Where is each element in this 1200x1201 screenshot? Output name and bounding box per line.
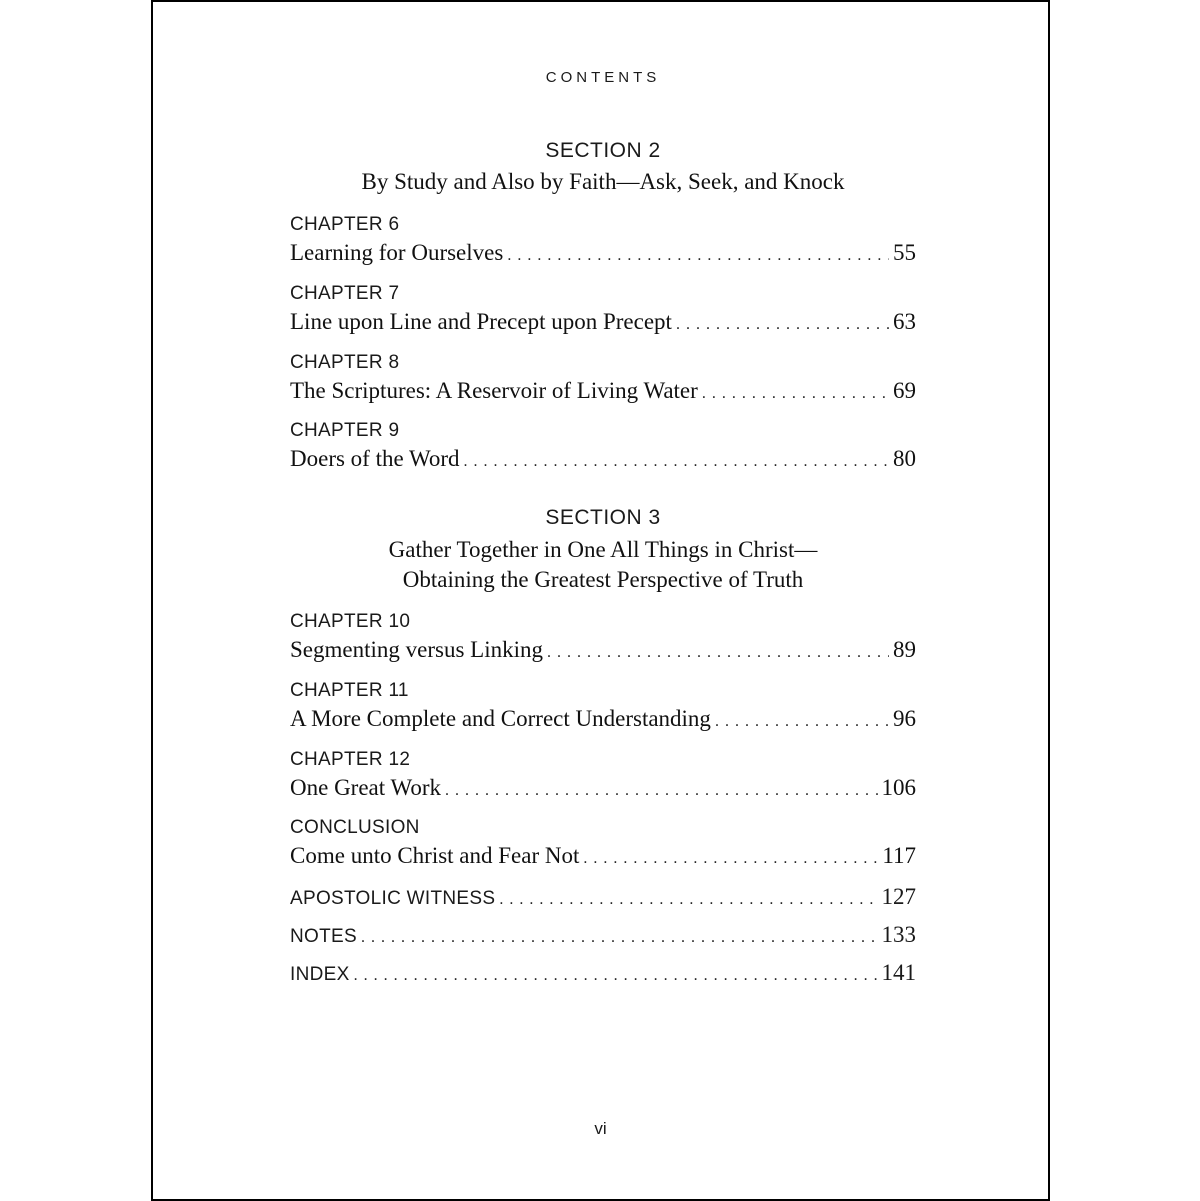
toc-entry-title: APOSTOLIC WITNESS bbox=[290, 888, 496, 909]
toc-entry-page: 69 bbox=[893, 378, 916, 403]
toc-entry-page: 96 bbox=[893, 706, 916, 731]
dot-leader bbox=[464, 453, 889, 471]
toc-entry-page: 117 bbox=[882, 843, 916, 868]
toc-entry-title: Come unto Christ and Fear Not bbox=[290, 843, 580, 868]
section-subtitle: Gather Together in One All Things in Christ— bbox=[388, 537, 818, 562]
chapter-label: CHAPTER 7 bbox=[290, 283, 400, 304]
dot-leader bbox=[354, 967, 878, 985]
chapter-label: CHAPTER 8 bbox=[290, 352, 400, 373]
chapter-label: CHAPTER 12 bbox=[290, 749, 411, 770]
toc-entry-page: 63 bbox=[893, 309, 916, 334]
toc-entry-title: Line upon Line and Precept upon Precept bbox=[290, 309, 672, 334]
toc-entry[interactable] bbox=[290, 309, 916, 339]
toc-entry-title: NOTES bbox=[290, 926, 357, 947]
dot-leader bbox=[702, 385, 889, 403]
contents-heading: CONTENTS bbox=[545, 69, 661, 86]
toc-entry-title: Learning for Ourselves bbox=[290, 240, 504, 265]
toc-entry-title: INDEX bbox=[290, 964, 350, 985]
dot-leader bbox=[676, 316, 889, 334]
chapter-label: CHAPTER 10 bbox=[290, 611, 411, 632]
toc-entry-page: 106 bbox=[881, 775, 916, 800]
chapter-label: CHAPTER 6 bbox=[290, 214, 400, 235]
toc-entry-page: 133 bbox=[881, 922, 916, 947]
dot-leader bbox=[507, 247, 889, 265]
toc-entry-page: 55 bbox=[893, 240, 916, 265]
dot-leader bbox=[547, 644, 889, 662]
toc-entry[interactable] bbox=[290, 637, 916, 667]
section-label: SECTION 2 bbox=[545, 139, 661, 162]
dot-leader bbox=[499, 891, 877, 909]
toc-entry-page: 89 bbox=[893, 637, 916, 662]
dot-leader bbox=[715, 713, 889, 731]
chapter-label: CONCLUSION bbox=[290, 817, 420, 838]
chapter-label: CHAPTER 9 bbox=[290, 420, 400, 441]
toc-entry-page: 141 bbox=[881, 960, 916, 985]
toc-entry-title: Doers of the Word bbox=[290, 446, 460, 471]
section-label: SECTION 3 bbox=[545, 506, 661, 529]
toc-entry-title: One Great Work bbox=[290, 775, 442, 800]
toc-entry[interactable] bbox=[290, 843, 916, 873]
dot-leader bbox=[445, 782, 877, 800]
book-page bbox=[151, 0, 1050, 1201]
toc-entry-title: The Scriptures: A Reservoir of Living Water bbox=[290, 378, 698, 403]
toc-entry-title: A More Complete and Correct Understanding bbox=[290, 706, 711, 731]
toc-entry[interactable] bbox=[290, 446, 916, 476]
section-subtitle: Obtaining the Greatest Perspective of Truth bbox=[402, 567, 804, 592]
toc-entry[interactable] bbox=[290, 884, 916, 914]
page-number: vi bbox=[594, 1119, 607, 1138]
toc-entry-page: 80 bbox=[893, 446, 916, 471]
toc-entry-page: 127 bbox=[881, 884, 916, 909]
chapter-label: CHAPTER 11 bbox=[290, 680, 409, 701]
toc-entry[interactable] bbox=[290, 706, 916, 736]
toc-entry[interactable] bbox=[290, 922, 916, 952]
toc-entry-title: Segmenting versus Linking bbox=[290, 637, 543, 662]
toc-entry[interactable] bbox=[290, 240, 916, 270]
section-subtitle: By Study and Also by Faith—Ask, Seek, and Knock bbox=[361, 169, 845, 194]
toc-entry[interactable] bbox=[290, 775, 916, 805]
toc-entry[interactable] bbox=[290, 960, 916, 990]
dot-leader bbox=[361, 929, 878, 947]
dot-leader bbox=[583, 850, 878, 868]
toc-entry[interactable] bbox=[290, 378, 916, 408]
